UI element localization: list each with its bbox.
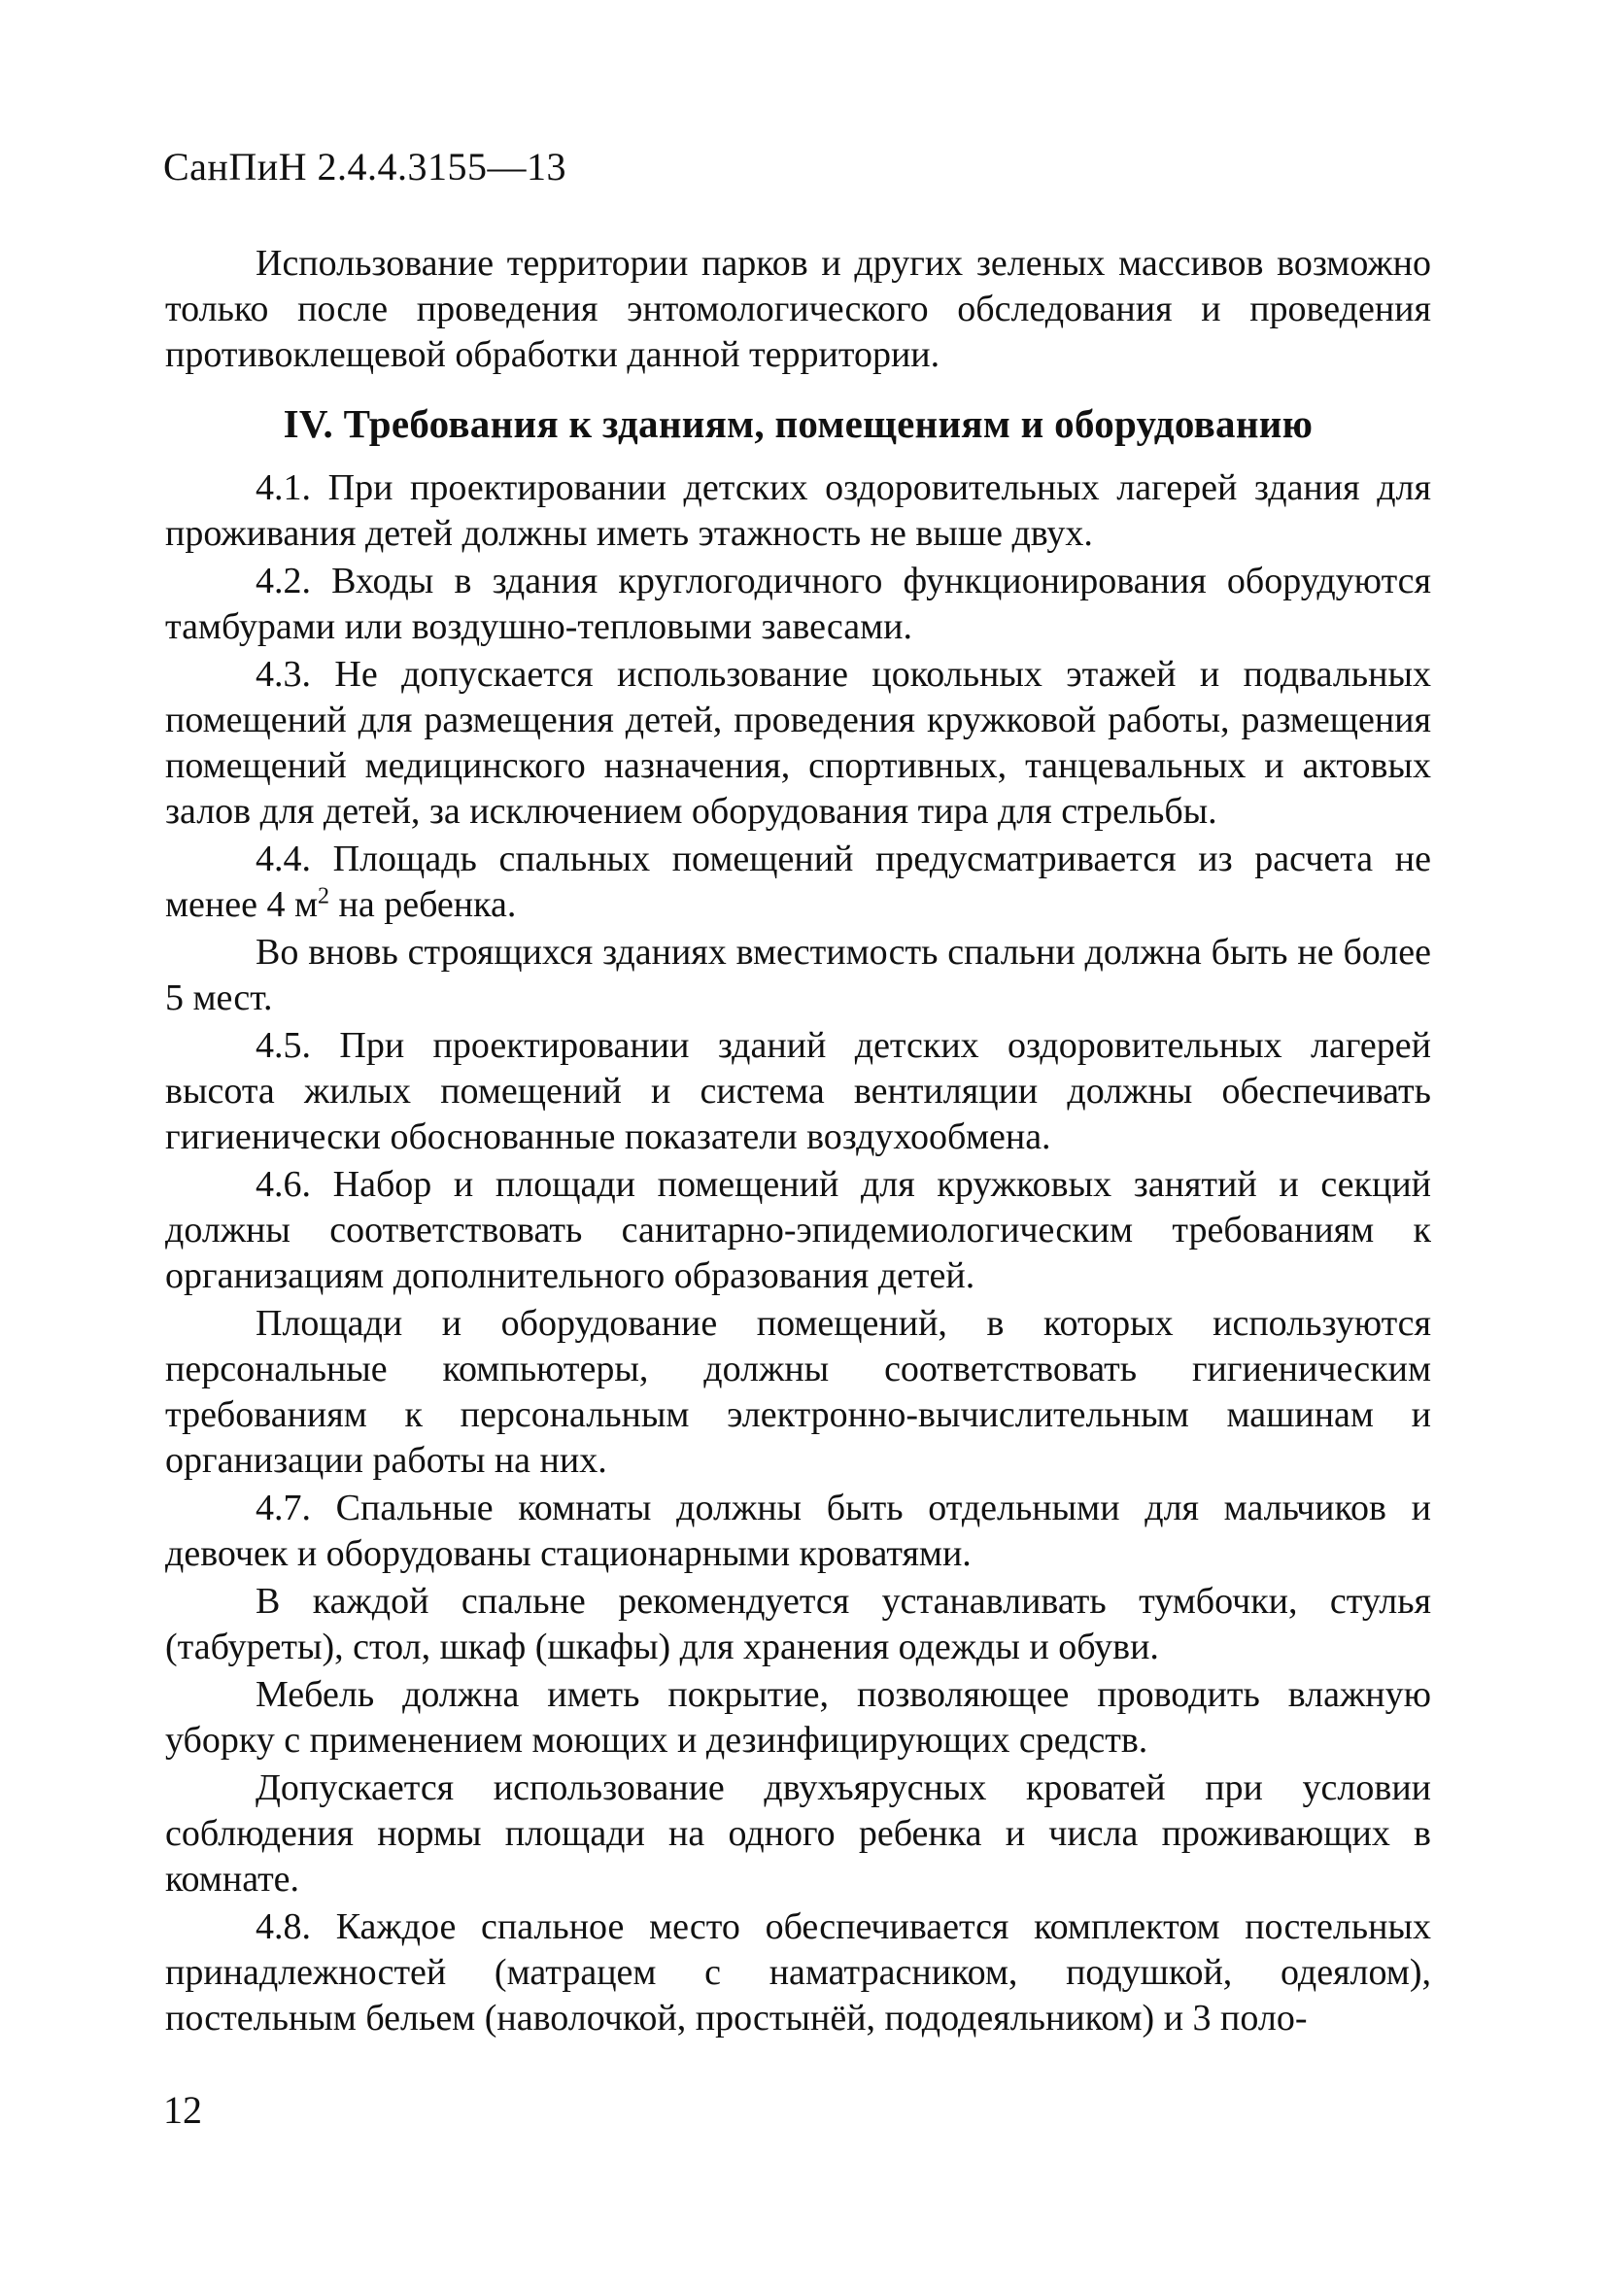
document-header: СанПиН 2.4.4.3155—13 bbox=[163, 145, 567, 188]
paragraph: Площади и оборудование помещений, в которых используются персональные компьютеры, должны соответствовать гигиеническим требованиям к персональным электронно-вычислительным машинам и организации работы на них. bbox=[165, 1303, 1431, 1481]
paragraph: 4.6. Набор и площади помещений для кружковых занятий и секций должны соответствовать санитарно-эпидемиологическим требованиям к организациям дополнительного образования детей. bbox=[165, 1164, 1431, 1296]
paragraph: 4.7. Спальные комнаты должны быть отдельными для мальчиков и девочек и оборудованы стационарными кроватями. bbox=[165, 1488, 1431, 1574]
paragraph: 4.2. Входы в здания круглогодичного функционирования оборудуются тамбурами или воздушно-тепловыми завесами. bbox=[165, 561, 1431, 647]
paragraph-text: 4.4. Площадь спальных помещений предусматривается из расчета не менее 4 м bbox=[165, 839, 1431, 925]
paragraph: Во вновь строящихся зданиях вместимость спальни должна быть не более 5 мест. bbox=[165, 932, 1431, 1018]
document-body bbox=[165, 241, 1431, 2043]
page-number: 12 bbox=[163, 2088, 202, 2132]
paragraph: 4.8. Каждое спальное место обеспечивается комплектом постельных принадлежностей (матрацем с наматрасником, подушкой, одеялом), постельным бельем (наволочкой, простынёй, пододеяльником) и 3 поло- bbox=[165, 1906, 1431, 2039]
paragraph: 4.5. При проектировании зданий детских оздоровительных лагерей высота жилых помещений и система вентиляции должны обеспечивать гигиенически обоснованные показатели воздухообмена. bbox=[165, 1025, 1431, 1157]
paragraph: 4.3. Не допускается использование цокольных этажей и подвальных помещений для размещения детей, проведения кружковой работы, размещения помещений медицинского назначения, спортивных, танцевальных и актовых залов для детей, за исключением оборудования тира для стрельбы. bbox=[165, 654, 1431, 832]
paragraph-area bbox=[165, 837, 1431, 928]
section-heading: IV. Требования к зданиям, помещениям и оборудованию bbox=[283, 401, 1314, 446]
paragraph-text: на ребенка. bbox=[329, 884, 517, 925]
paragraph: Допускается использование двухъярусных кроватей при условии соблюдения нормы площади на одного ребенка и числа проживающих в комнате. bbox=[165, 1767, 1431, 1900]
paragraph: В каждой спальне рекомендуется устанавливать тумбочки, стулья (табуреты), стол, шкаф (шкафы) для хранения одежды и обуви. bbox=[165, 1581, 1431, 1667]
paragraph: 4.1. При проектировании детских оздоровительных лагерей здания для проживания детей должны иметь этажность не выше двух. bbox=[165, 467, 1431, 554]
paragraph: Мебель должна иметь покрытие, позволяющее проводить влажную уборку с применением моющих и дезинфицирующих средств. bbox=[165, 1674, 1431, 1761]
superscript: 2 bbox=[318, 883, 330, 909]
paragraph: Использование территории парков и других зеленых массивов возможно только после проведения энтомологического обследования и проведения противоклещевой обработки данной территории. bbox=[165, 243, 1431, 375]
